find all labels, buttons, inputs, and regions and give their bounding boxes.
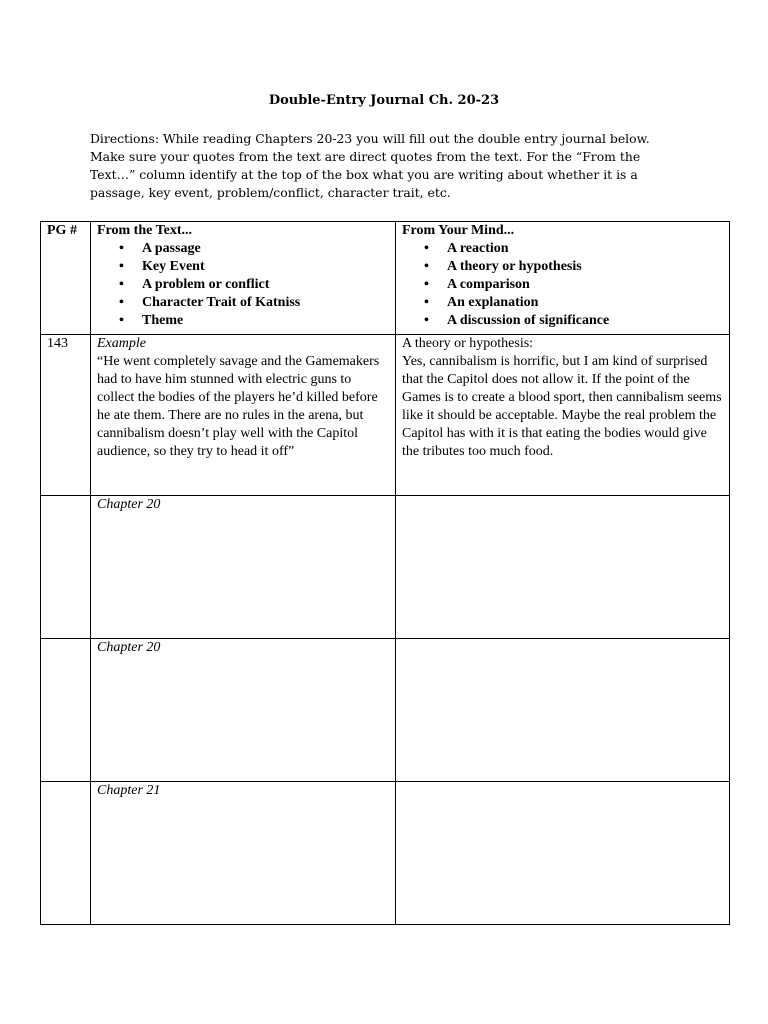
- from-mind-cell[interactable]: [396, 639, 730, 782]
- bullet-item: • Key Event: [142, 258, 389, 276]
- bullet-item: • A passage: [142, 240, 389, 258]
- table-row: [41, 639, 730, 782]
- from-text-cell[interactable]: [91, 639, 396, 782]
- bullet-item: • A discussion of significance: [447, 312, 723, 330]
- from-mind-cell[interactable]: [396, 496, 730, 639]
- example-response-label: A theory or hypothesis:: [402, 336, 534, 351]
- header-pg: [41, 222, 91, 335]
- page-title: Double-Entry Journal Ch. 20-23: [268, 93, 500, 108]
- example-mind-cell: [396, 335, 730, 496]
- from-text-bullet-list: [97, 240, 389, 330]
- directions-line: Directions: While reading Chapters 20-23 you will fill out the double entry journal below.: [90, 131, 650, 146]
- bullet-item: • A reaction: [447, 240, 723, 258]
- example-pg-number: 143: [47, 336, 68, 351]
- pg-cell[interactable]: [41, 639, 91, 782]
- from-text-cell[interactable]: [91, 496, 396, 639]
- chapter-label: Chapter 20: [97, 640, 161, 655]
- directions-line: passage, key event, problem/conflict, character trait, etc.: [90, 185, 451, 200]
- from-text-cell[interactable]: [91, 782, 396, 925]
- example-pg-cell: [41, 335, 91, 496]
- pg-cell[interactable]: [41, 496, 91, 639]
- bullet-item: • Theme: [142, 312, 389, 330]
- header-pg-label: PG #: [47, 223, 77, 238]
- header-from-mind-label: From Your Mind...: [402, 223, 515, 238]
- pg-cell[interactable]: [41, 782, 91, 925]
- directions-paragraph: [90, 130, 690, 202]
- bullet-item: • A comparison: [447, 276, 723, 294]
- bullet-item: • A problem or conflict: [142, 276, 389, 294]
- journal-table: [40, 221, 730, 925]
- from-mind-bullet-list: [402, 240, 723, 330]
- bullet-item: • Character Trait of Katniss: [142, 294, 389, 312]
- from-mind-cell[interactable]: [396, 782, 730, 925]
- directions-line: Make sure your quotes from the text are direct quotes from the text. For the “From the: [90, 149, 641, 164]
- header-from-text-label: From the Text...: [97, 223, 193, 238]
- example-quote: “He went completely savage and the Gamemakers had to have him stunned with electric guns to collect the bodies of the players he’d killed before he ate them. There are no rules in the arena, but cannibalism doesn’t play well with the Capitol audience, so they try to head it off”: [97, 354, 380, 459]
- example-label: Example: [97, 336, 146, 351]
- header-from-mind: [396, 222, 730, 335]
- bullet-item: • An explanation: [447, 294, 723, 312]
- table-row-example: [41, 335, 730, 496]
- table-row: [41, 782, 730, 925]
- example-response: Yes, cannibalism is horrific, but I am kind of surprised that the Capitol does not allow it. If the point of the Games is to create a blood sport, then cannibalism seems like it should be acceptable. Maybe the real problem the Capitol has with it is that eating the bodies would give the tributes too much food.: [402, 354, 722, 459]
- bullet-item: • A theory or hypothesis: [447, 258, 723, 276]
- chapter-label: Chapter 21: [97, 783, 161, 798]
- chapter-label: Chapter 20: [97, 497, 161, 512]
- example-text-cell: [91, 335, 396, 496]
- table-header-row: [41, 222, 730, 335]
- header-from-text: [91, 222, 396, 335]
- directions-line: Text…” column identify at the top of the box what you are writing about whether it is a: [90, 167, 638, 182]
- table-row: [41, 496, 730, 639]
